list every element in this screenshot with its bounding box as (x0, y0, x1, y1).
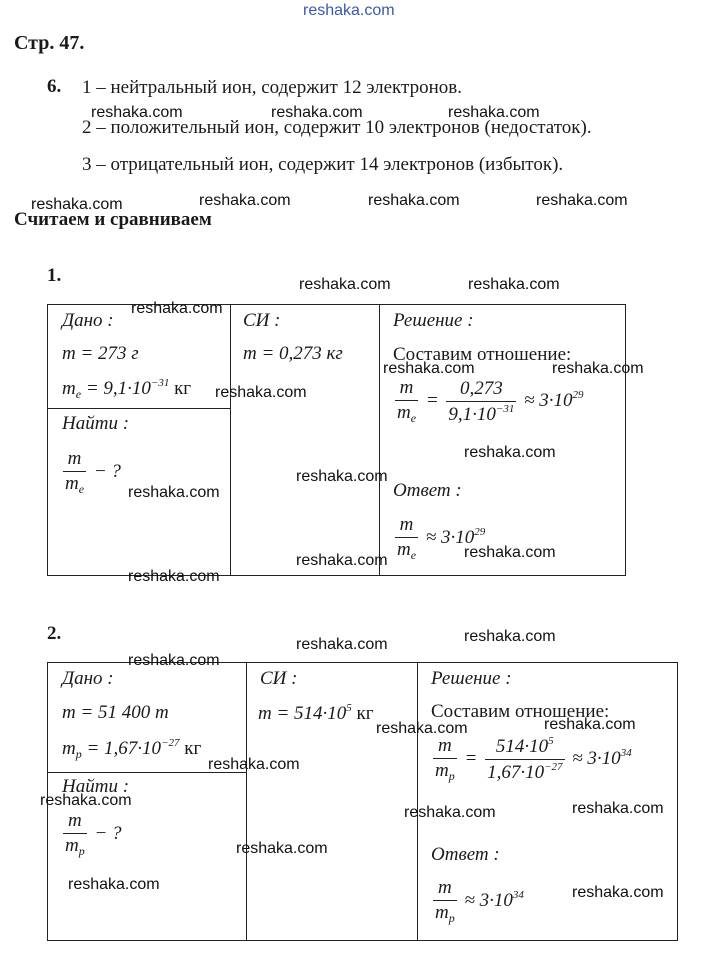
section-title: Считаем и сравниваем (14, 209, 212, 230)
watermark: reshaka.com (128, 484, 220, 501)
problem-1-number: 1. (47, 265, 62, 286)
solution-label: Решение : (393, 310, 474, 331)
si-value: $m = 514\cdot 10^5$ кг (258, 702, 374, 724)
watermark: reshaka.com (215, 384, 307, 401)
watermark: reshaka.com (464, 444, 556, 461)
given-mass: m = 51 400 т (62, 702, 169, 723)
watermark: reshaka.com (236, 840, 328, 857)
watermark: reshaka.com (572, 884, 664, 901)
watermark: reshaka.com (572, 800, 664, 817)
row-divider (47, 408, 230, 409)
find-label: Найти : (62, 413, 130, 434)
si-label: СИ : (260, 668, 298, 689)
task-line-1: 1 – нейтральный ион, содержит 12 электронов. (82, 77, 462, 98)
problem-2-number: 2. (47, 623, 62, 644)
watermark: reshaka.com (296, 552, 388, 569)
given-label: Дано : (62, 310, 114, 331)
watermark: reshaka.com (31, 196, 123, 213)
watermark: reshaka.com (368, 192, 460, 209)
watermark: reshaka.com (464, 544, 556, 561)
watermark: reshaka.com (199, 192, 291, 209)
page-header: Стр. 47. (14, 32, 85, 54)
watermark: reshaka.com (296, 636, 388, 653)
answer-value: $\frac{m}{m_p}$ ≈ $3\cdot 10^{34}$ (435, 877, 524, 925)
watermark: reshaka.com (464, 628, 556, 645)
si-label: СИ : (243, 310, 281, 331)
watermark: reshaka.com (404, 804, 496, 821)
answer-value: $\frac{m}{m_e}$ ≈ $3\cdot 10^{29}$ (397, 514, 486, 562)
watermark: reshaka.com (383, 360, 475, 377)
column-divider (230, 304, 231, 576)
answer-label: Ответ : (393, 480, 462, 501)
task-line-2: 2 – положительный ион, содержит 10 электронов (недостаток). (82, 117, 592, 138)
watermark: reshaka.com (296, 468, 388, 485)
watermark: reshaka.com (376, 720, 468, 737)
watermark: reshaka.com (128, 568, 220, 585)
watermark: reshaka.com (271, 104, 363, 121)
solution-formula: $\frac{m}{m_p}$ = $\frac{514\cdot 10^5}{1,67\cdot 10^{-27}}$ ≈ $3\cdot 10^{34}$ (435, 735, 632, 783)
task-line-3: 3 – отрицательный ион, содержит 14 электронов (избыток). (82, 154, 564, 175)
given-label: Дано : (62, 668, 114, 689)
watermark: reshaka.com (552, 360, 644, 377)
watermark: reshaka.com (536, 192, 628, 209)
watermark: reshaka.com (128, 652, 220, 669)
watermark: reshaka.com (68, 876, 160, 893)
column-divider (417, 662, 418, 941)
find-label: Найти : (62, 776, 130, 797)
column-divider (379, 304, 380, 576)
task-number: 6. (47, 76, 62, 97)
watermark: reshaka.com (91, 104, 183, 121)
watermark: reshaka.com (448, 104, 540, 121)
watermark: reshaka.com (40, 792, 132, 809)
watermark: reshaka.com (208, 756, 300, 773)
given-mass: m = 273 г (62, 343, 139, 364)
given-proton-mass: $m_p = 1,67\cdot 10^{-27}$ кг (62, 737, 202, 761)
watermark: reshaka.com (131, 300, 223, 317)
site-watermark-top: reshaka.com (303, 2, 395, 19)
find-ratio: $\frac{m}{m_e}$ − ? (65, 448, 121, 496)
solution-label: Решение : (431, 668, 512, 689)
watermark: reshaka.com (299, 276, 391, 293)
solution-intro: Составим отношение: (393, 344, 572, 365)
watermark: reshaka.com (544, 716, 636, 733)
solution-formula: $\frac{m}{m_e}$ = $\frac{0,273}{9,1\cdot 10^{-31}}$ ≈ $3\cdot 10^{29}$ (397, 377, 584, 425)
watermark: reshaka.com (468, 276, 560, 293)
solution-intro: Составим отношение: (431, 701, 610, 722)
si-value: m = 0,273 кг (243, 343, 343, 364)
column-divider (246, 662, 247, 941)
find-ratio: $\frac{m}{m_p}$ − ? (65, 810, 122, 858)
given-electron-mass: $m_e = 9,1\cdot 10^{-31}$ кг (62, 377, 192, 401)
answer-label: Ответ : (431, 844, 500, 865)
